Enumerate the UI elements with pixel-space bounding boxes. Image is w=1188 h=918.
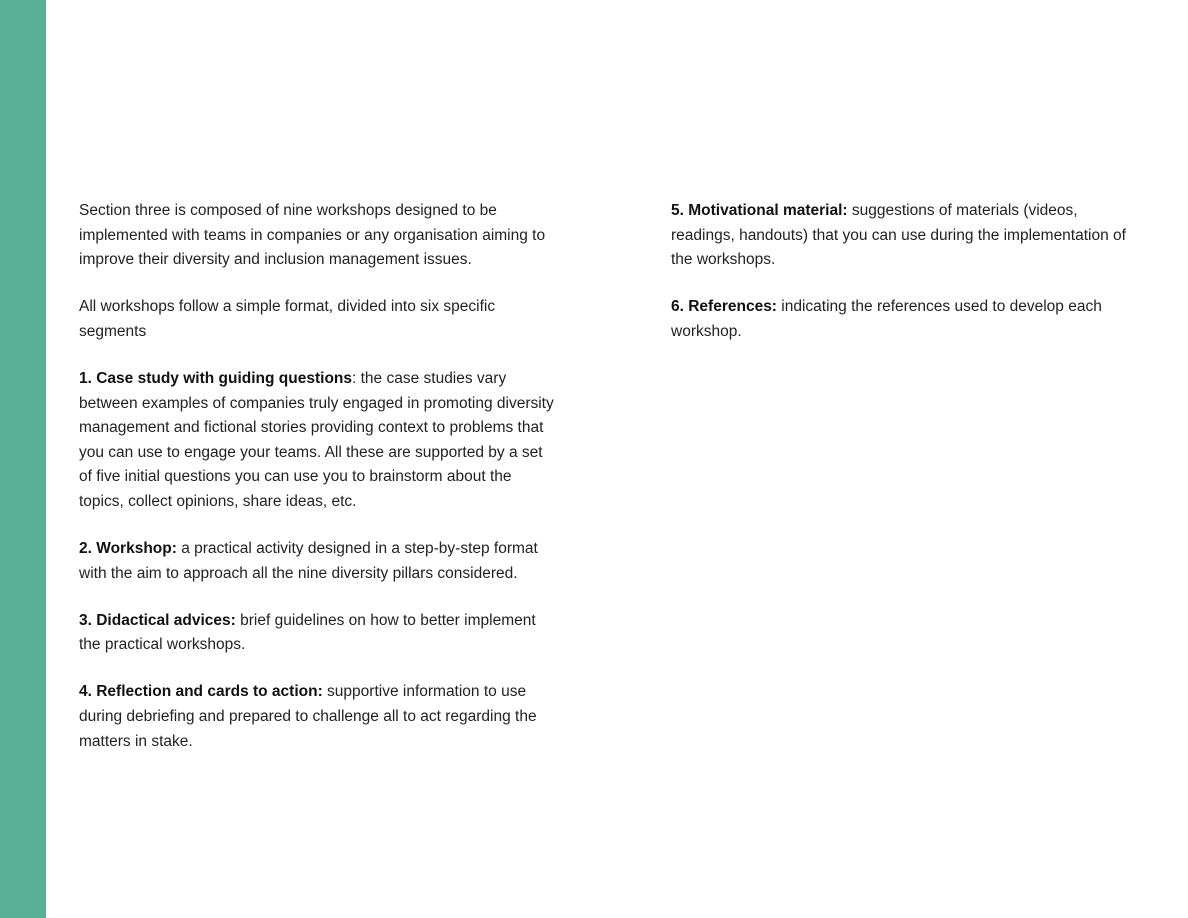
- segment-title: 4. Reflection and cards to action:: [79, 683, 323, 701]
- intro-paragraph: Section three is composed of nine workshops designed to be implemented with teams in companies or any organisation aiming to improve their diversity and inclusion management issues.: [79, 202, 546, 269]
- segment-title: 1. Case study with guiding questions: [79, 369, 352, 387]
- segment-item: [79, 680, 559, 754]
- segment-title: 3. Didactical advices:: [79, 611, 236, 629]
- segment-item: [671, 295, 1141, 344]
- segment-item: [79, 537, 559, 586]
- segment-item: [79, 367, 559, 515]
- segment-title: 6. References:: [671, 298, 777, 316]
- segment-text: indicating the references used to develop each workshop.: [671, 298, 1102, 340]
- right-column: [671, 199, 1141, 367]
- segment-item: [671, 199, 1141, 273]
- segment-title: 2. Workshop:: [79, 540, 177, 558]
- segment-item: [79, 609, 559, 658]
- segment-text: : the case studies vary between examples of companies truly engaged in promoting diversity management and fictional stories providing context to problems that you can use to engage your teams. All these are supported by a set of five initial questions you can use you to brainstorm about the topics, collect opinions, share ideas, etc.: [79, 369, 554, 510]
- segment-text: supportive information to use during debriefing and prepared to challenge all to act regarding the matters in stake.: [79, 683, 537, 750]
- accent-sidebar: [0, 0, 46, 918]
- segment-title: 5. Motivational material:: [671, 202, 848, 219]
- format-paragraph: All workshops follow a simple format, divided into six specific segments: [79, 298, 496, 340]
- segment-text: suggestions of materials (videos, readings, handouts) that you can use during the implementation of the workshops.: [671, 202, 1126, 269]
- left-column: [79, 199, 559, 777]
- segment-text: brief guidelines on how to better implement the practical workshops.: [79, 611, 536, 654]
- segment-text: a practical activity designed in a step-by-step format with the aim to approach all the nine diversity pillars considered.: [79, 540, 538, 582]
